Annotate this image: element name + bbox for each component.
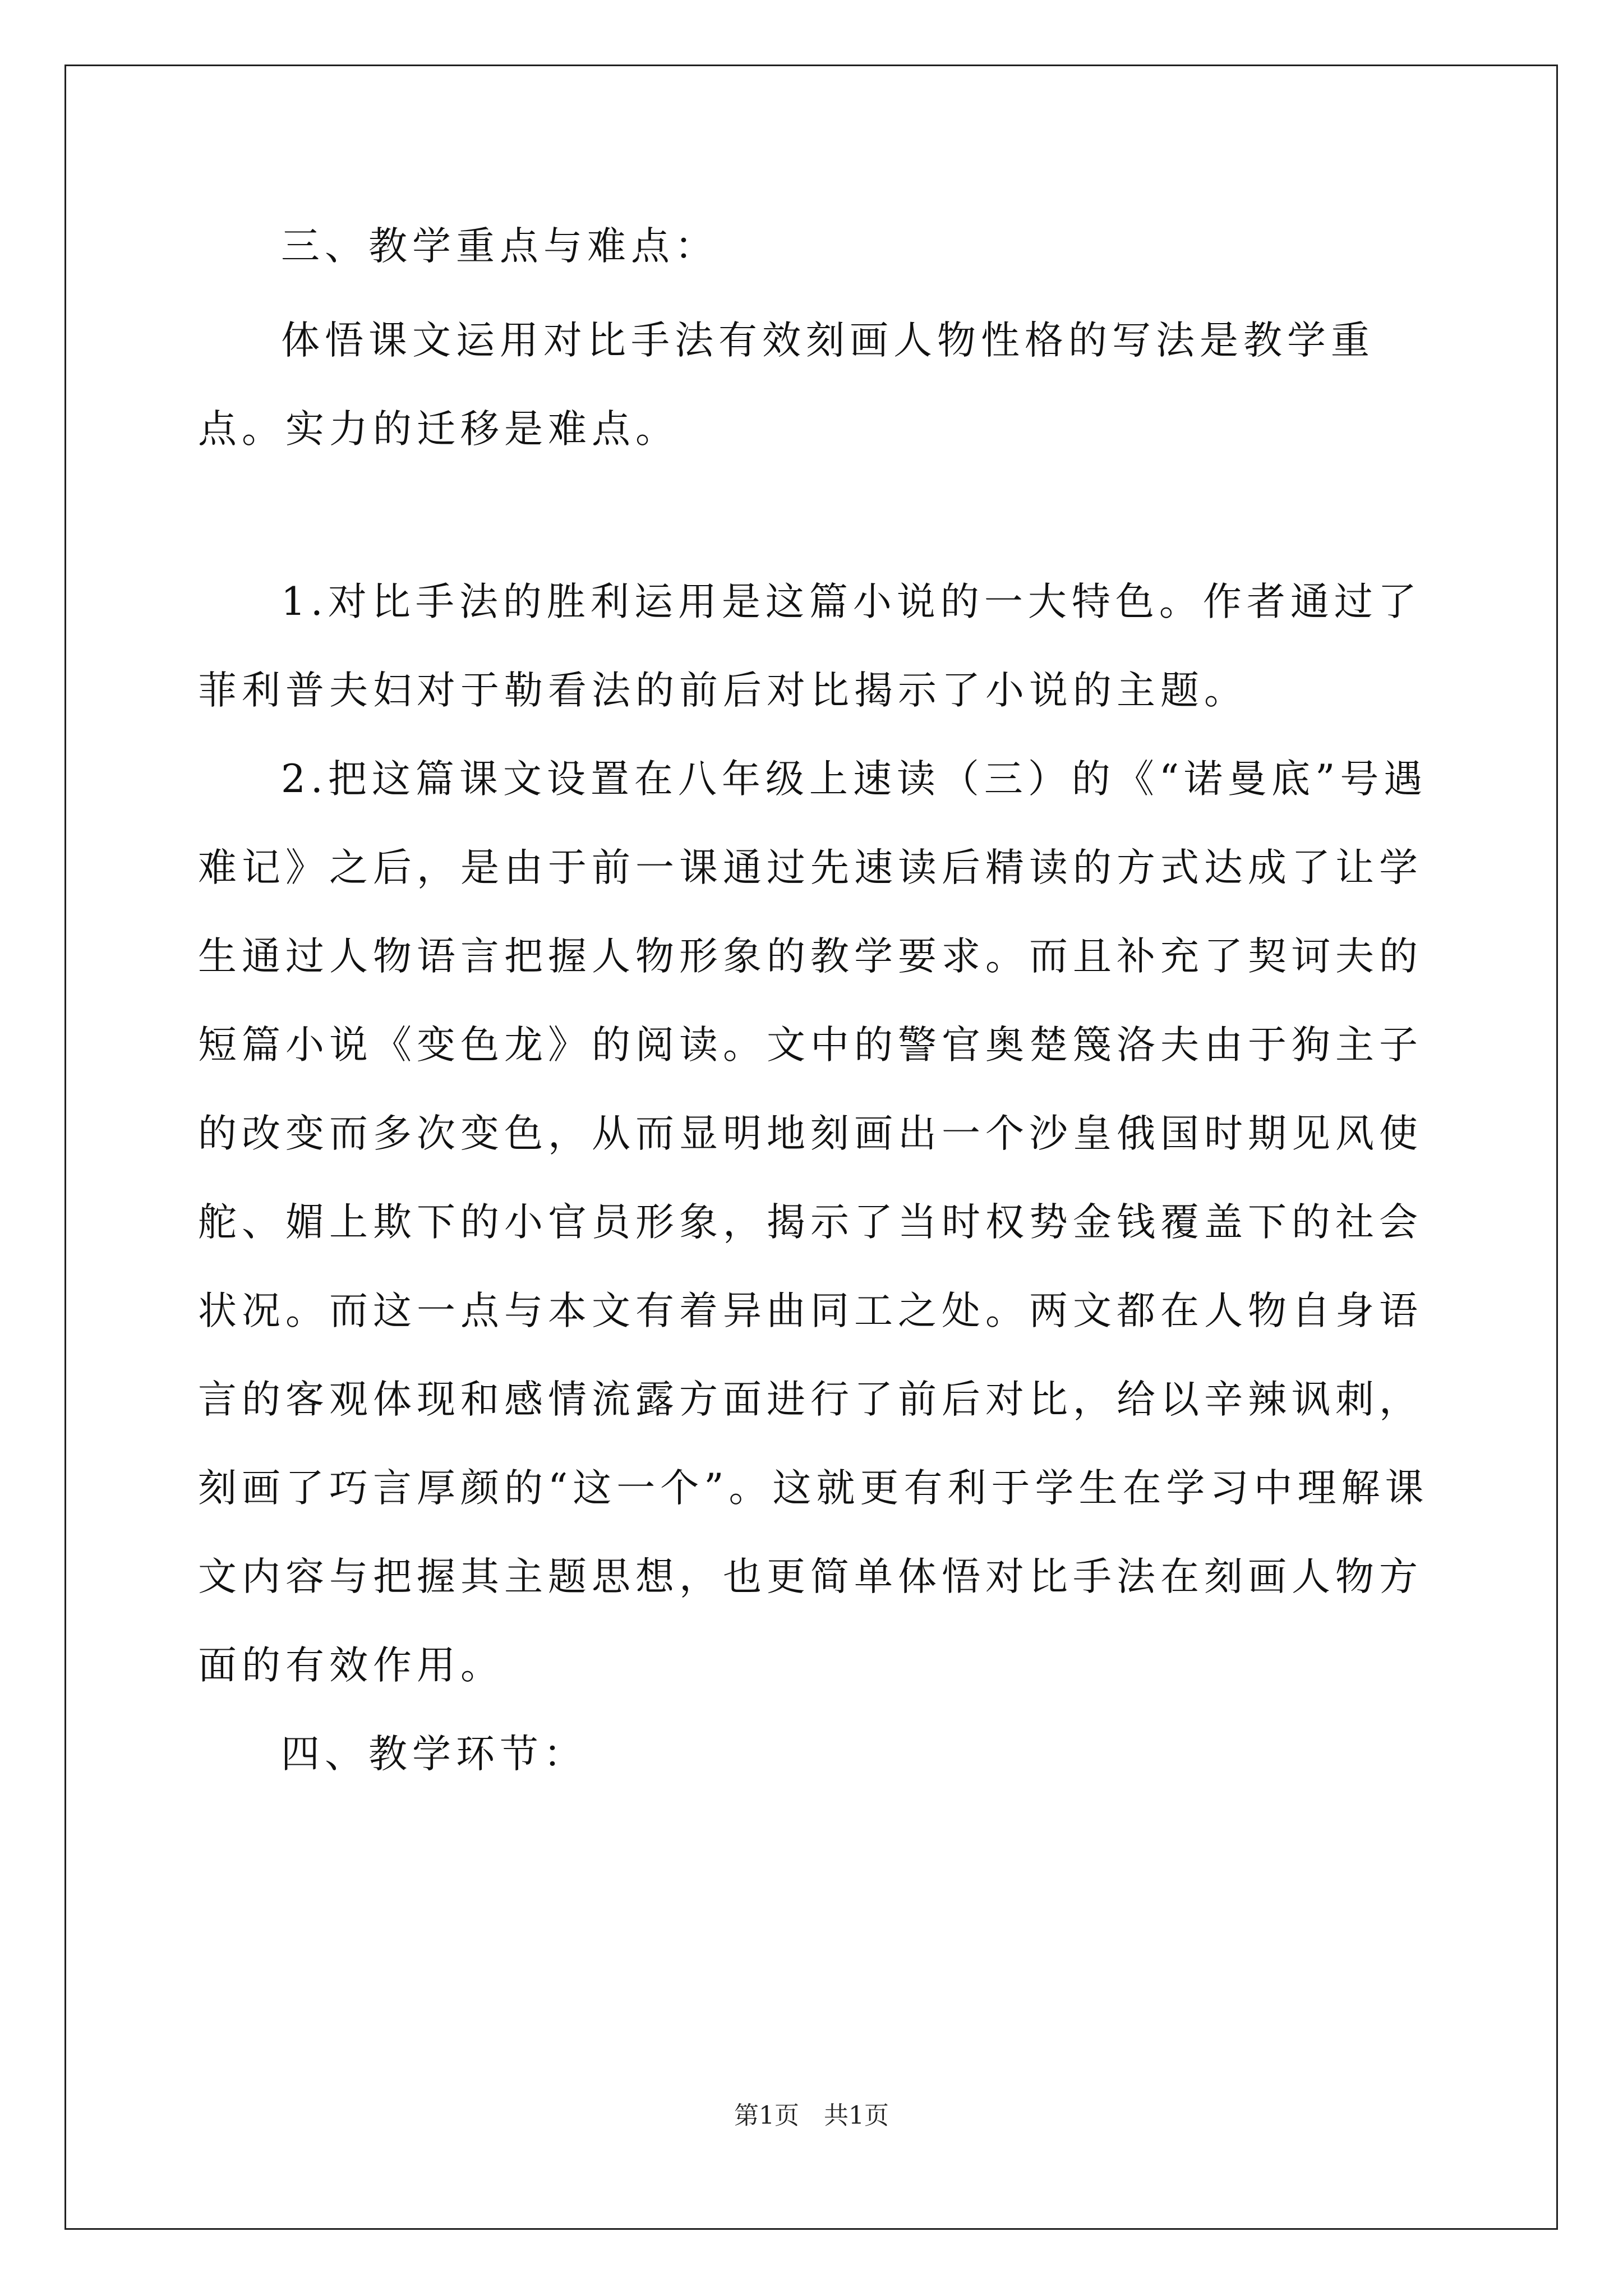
section-heading-3: 三、教学重点与难点：	[281, 224, 718, 269]
paragraph-point-1: 1.对比手法的胜利运用是这篇小说的一大特色。作者通过了菲利普夫妇对于勒看法的前后对比揭示了小说的主题。	[198, 579, 1422, 713]
paragraph-key-points: 体悟课文运用对比手法有效刻画人物性格的写法是教学重点。实力的迁移是难点。	[198, 318, 1375, 452]
paragraph-point-2: 2.把这篇课文设置在八年级上速读（三）的《“诺曼底”号遇难记》之后，是由于前一课通过先速读后精读的方式达成了让学生通过人物语言把握人物形象的教学要求。而且补充了契诃夫的短篇小说《变色龙》的阅读。文中的警官奥楚篾洛夫由于狗主子的改变而多次变色，从而显明地刻画出一个沙皇俄国时期见风使舵、媚上欺下的小官员形象，揭示了当时权势金钱覆盖下的社会状况。而这一点与本文有着异曲同工之处。两文都在人物自身语言的客观体现和感情流露方面进行了前后对比，给以辛辣讽刺，刻画了巧言厚颜的“这一个”。这就更有利于学生在学习中理解课文内容与把握其主题思想，也更简单体悟对比手法在刻画人物方面的有效作用。	[198, 757, 1429, 1688]
document-body	[198, 202, 1432, 1798]
section-heading-4: 四、教学环节：	[281, 1732, 587, 1777]
page-number-footer: 第1页 共1页	[734, 2101, 889, 2130]
